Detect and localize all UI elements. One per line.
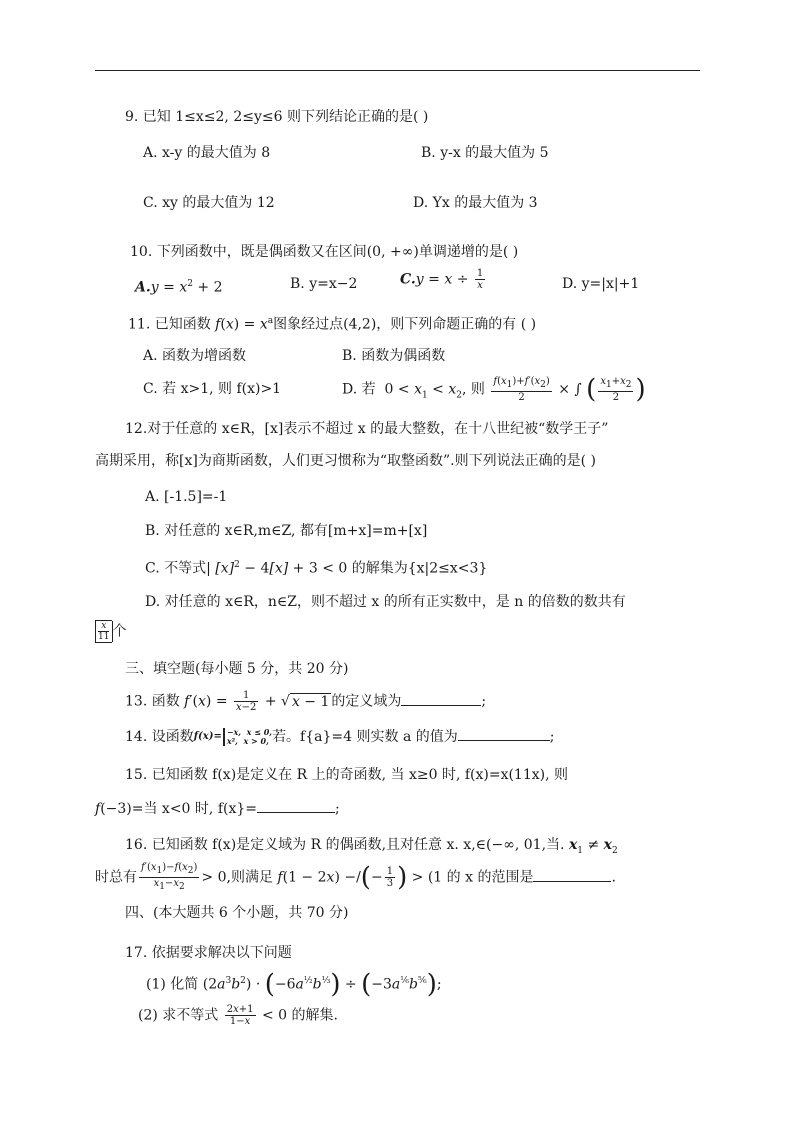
q10-option-b: B. y=x−2 (290, 276, 358, 292)
q13-answer-blank[interactable] (401, 693, 481, 706)
q12-stem-line1: 12.对于任意的 x∈R，[x]表示不超过 x 的最大整数，在十八世纪被“数学王子” (125, 421, 609, 437)
q17-part1: (1) 化简 $(2a^3b^2) \cdot (-6a^{\frac{1}{2}}b^{\frac{1}{3}}) \div (-3a^{\frac{1}{6}}b^{\frac{5}{6}})$; (146, 969, 442, 1000)
q10-stem: 10. 下列函数中，既是偶函数又在区间(0, +∞)单调递增的是( ) (130, 244, 519, 260)
q13: 13. 函数 f′(x) = $\frac{1}{x-2}$ + √ x − 1 的定义域为 ; (125, 690, 487, 713)
section-4-heading: 四、(本大题共 6 个小题，共 70 分) (125, 905, 349, 921)
q9-option-a: A. x-y 的最大值为 8 (143, 145, 271, 161)
q11-option-c: C. 若 x>1, 则 f(x)>1 (143, 381, 282, 397)
q15-line2: f(−3)=当 x<0 时, f(x}= ; (95, 801, 340, 817)
q9-option-d: D. Yx 的最大值为 3 (413, 195, 538, 211)
q17-part2: (2) 求不等式 $\frac{2x+1}{1-x}$ < 0 的解集. (138, 1004, 338, 1027)
q16-answer-blank[interactable] (533, 869, 611, 882)
header-rule (95, 70, 700, 71)
q17-stem: 17. 依据要求解决以下问题 (125, 945, 292, 961)
q15-line1: 15. 已知函数 f(x)是定义在 R 上的奇函数, 当 x≥0 时, f(x)=x(11x), 则 (125, 767, 569, 783)
q9-option-c: C. xy 的最大值为 12 (143, 195, 275, 211)
q12-option-d-line2: $\frac{x}{11}$ 个 (95, 620, 126, 643)
q11-option-b: B. 函数为偶函数 (342, 348, 446, 364)
q14-answer-blank[interactable] (458, 728, 550, 741)
q9-stem: 9. 已知 1≤x≤2, 2≤y≤6 则下列结论正确的是( ) (125, 109, 429, 125)
q11-option-a: A. 函数为增函数 (143, 348, 247, 364)
q12-option-b: B. 对任意的 x∈R,m∈Z, 都有[m+x]=m+[x] (145, 523, 428, 539)
q15-answer-blank[interactable] (257, 800, 335, 813)
q9-option-b: B. y-x 的最大值为 5 (421, 145, 549, 161)
q12-option-a: A. [-1.5]=-1 (145, 489, 228, 505)
q16-line1: 16. 已知函数 f(x)是定义域为 R 的偶函数,且对任意 x. x,∈(−∞, 01,当. $x_1 \ne x_2$ (125, 837, 618, 856)
section-3-heading: 三、填空题(每小题 5 分，共 20 分) (125, 661, 349, 677)
q10-option-d: D. y=|x|+1 (562, 276, 640, 292)
q12-option-d-line1: D. 对任意的 x∈R，n∈Z，则不超过 x 的所有正实数中，是 n 的倍数的数共有 (145, 594, 626, 610)
q12-stem-line2: 高期采用，称[x]为商斯函数，人们更习惯称为“取整函数”.则下列说法正确的是( ) (95, 453, 596, 469)
q10-option-c: C.y = x ÷ $\frac{1}{x}$ (400, 268, 484, 291)
q11-option-d: D. 若 $0 < x_1 < x_2$, 则 $\frac{f(x_1)+f'(x_2)}{2}$ × ∫ ( $\frac{x_1+x_2}{2}$ ) (342, 374, 646, 405)
q11-stem: 11. 已知函数 $f(x) = x^a$图象经过点(4,2)，则下列命题正确的有 ( ) (128, 316, 537, 333)
q10-option-a: $A.y = x^2 + 2$ (135, 279, 223, 296)
q12-option-c: C. 不等式| $[x]^2 - 4[x] + 3 < 0$ 的解集为{x|2≤x<3} (145, 560, 488, 577)
q14: 14. 设函数f(x)= −x, x ≤ 0, x², x > 0, 若。f{a}=4 则实数 a 的值为 ; (125, 727, 555, 746)
q16-line2: 时总有 $\frac{f'(x_1)-f(x_2)}{x_1-x_2}$ > 0,则满足 f(1 − 2x) −/(− $\frac{1}{3}$ ) > (1 的 x 的范围是 . (95, 862, 616, 893)
